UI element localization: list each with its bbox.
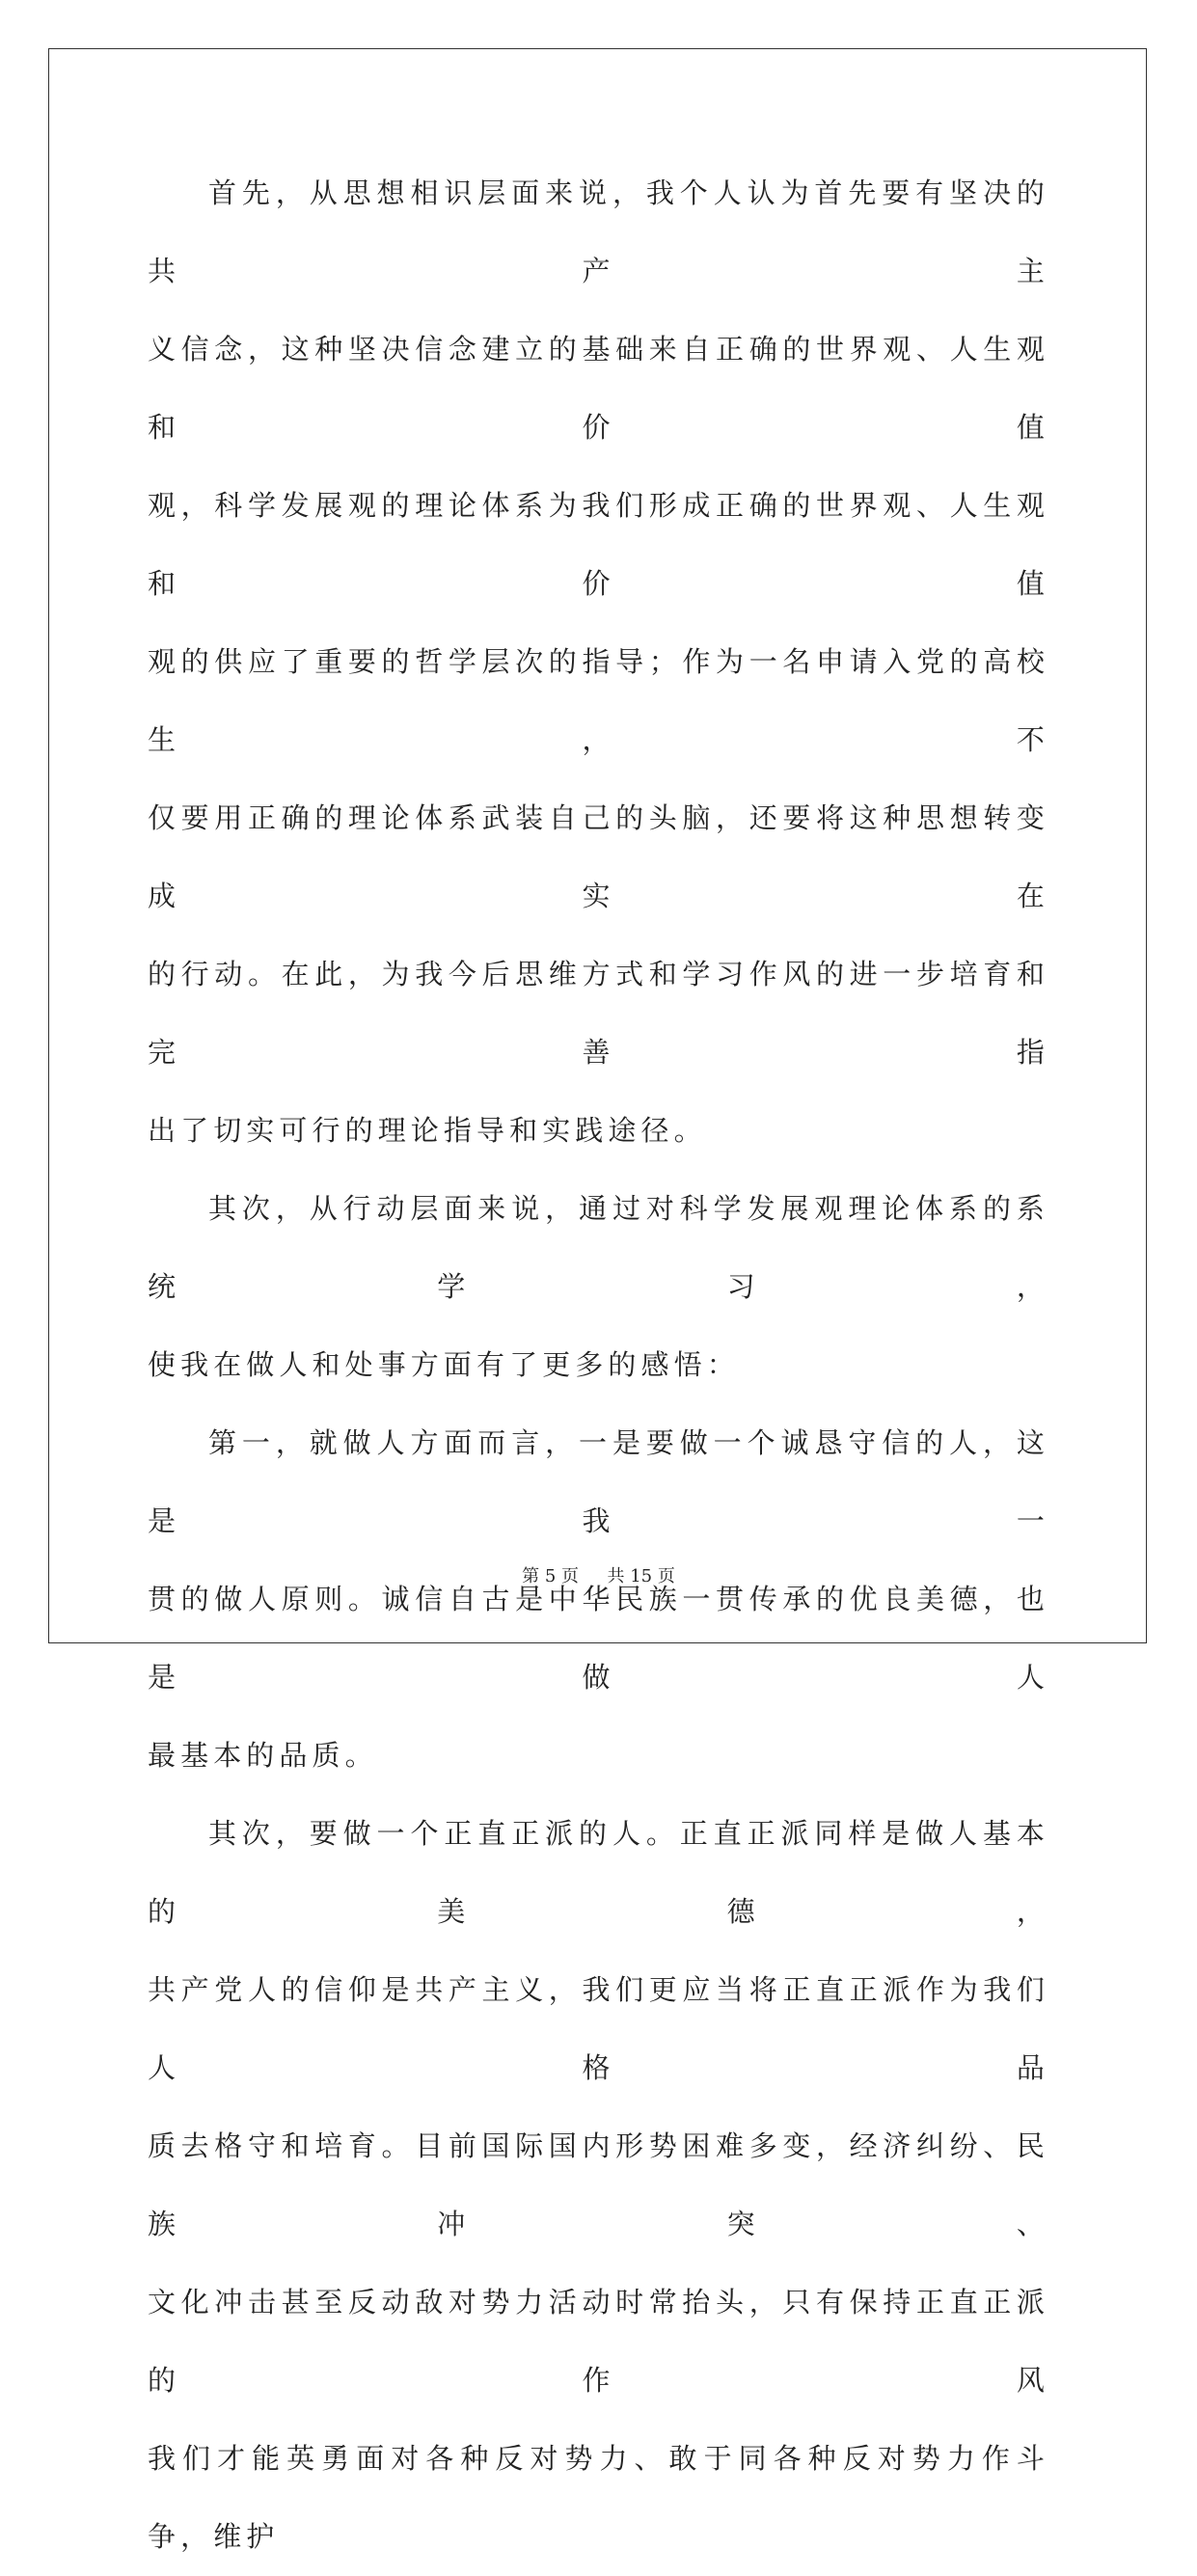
paragraph-line: 我们才能英勇面对各种反对势力、敢于同各种反对势力作斗争，维护 [148,2442,1049,2553]
paragraph-line: 的行动。在此，为我今后思维方式和学习作风的进一步培育和完善指 [148,958,1049,1069]
paragraph-line: 文化冲击甚至反动敌对势力活动时常抬头，只有保持正直正派的作风 [148,2286,1049,2397]
paragraph [148,154,1049,1170]
paragraph [148,1795,1049,2576]
paragraph-line: 共产党人的信仰是共产主义，我们更应当将正直正派作为我们人格品 [148,1973,1049,2084]
paragraph-line: 义信念，这种坚决信念建立的基础来自正确的世界观、人生观和价值 [148,333,1049,444]
paragraph-line: 观，科学发展观的理论体系为我们形成正确的世界观、人生观和价值 [148,489,1049,600]
paragraph-line: 最基本的品质。 [148,1739,378,1772]
paragraph-line: 仅要用正确的理论体系武装自己的头脑，还要将这种思想转变成实在 [148,801,1049,912]
page-number: 第 5 页 [522,1566,580,1586]
document-body [148,154,1049,2576]
paragraph-line: 使我在做人和处事方面有了更多的感悟： [148,1348,740,1381]
paragraph [148,1170,1049,1404]
paragraph-line: 贯的做人原则。诚信自古是中华民族一贯传承的优良美德，也是做人 [148,1583,1049,1694]
paragraph-line: 出了切实可行的理论指导和实践途径。 [148,1114,707,1147]
paragraph-line: 质去格守和培育。目前国际国内形势困难多变，经济纠纷、民族冲突、 [148,2129,1049,2240]
page-footer [0,1562,1197,1587]
paragraph-line: 观的供应了重要的哲学层次的指导；作为一名申请入党的高校生，不 [148,645,1049,756]
paragraph-line: 其次，从行动层面来说，通过对科学发展观理论体系的系统学习， [148,1192,1049,1303]
total-pages: 共 15 页 [607,1566,675,1586]
paragraph-line: 第一，就做人方面而言，一是要做一个诚恳守信的人，这是我一 [148,1426,1049,1537]
paragraph-line: 首先，从思想相识层面来说，我个人认为首先要有坚决的共产主 [148,176,1049,287]
paragraph-line: 其次，要做一个正直正派的人。正直正派同样是做人基本的美德， [148,1817,1049,1928]
paragraph [148,1404,1049,1795]
